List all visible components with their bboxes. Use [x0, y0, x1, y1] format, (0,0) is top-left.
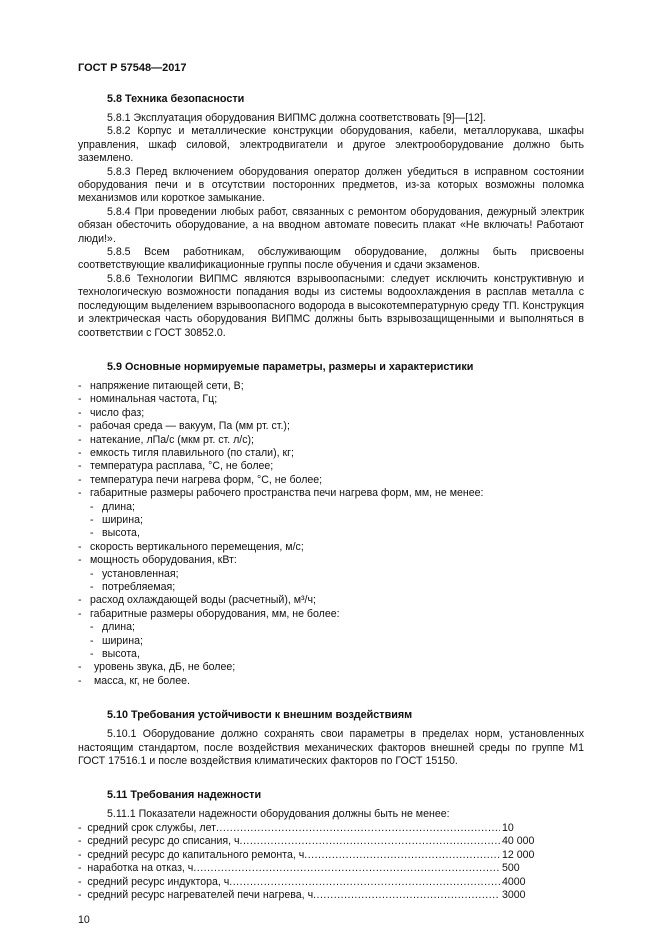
paragraph: 5.8.4 При проведении любых работ, связанных с ремонтом оборудования, дежурный электрик обязан обесточить оборудование, а на вводном автомате повесить плакат «Не включать! Работают люди!».	[78, 205, 584, 245]
list-subitem: - установленная;	[90, 567, 179, 580]
list-subitem: - высота,	[90, 527, 140, 540]
list-item: - рабочая среда — вакуум, Па (мм рт. ст.);	[78, 420, 290, 433]
page-column	[78, 0, 584, 928]
page-number: 10	[78, 914, 90, 927]
reliability-row: - средний ресурс нагревателей печи нагрева, ч ..... 3000	[78, 889, 548, 902]
list-item: - напряжение питающей сети, В;	[78, 379, 244, 392]
section-5-8	[78, 92, 584, 340]
list-item: - температура расплава, °С, не более;	[78, 460, 274, 473]
reliability-row: - средний ресурс до списания, ч ..... 40 000	[78, 835, 548, 848]
list-item: - скорость вертикального перемещения, м/с;	[78, 540, 304, 553]
list-item: - номинальная частота, Гц;	[78, 393, 218, 406]
list-subitem: - ширина;	[90, 634, 143, 647]
reliability-row: - наработка на отказ, ч ..... 500	[78, 862, 548, 875]
list-item: - натекание, лПа/с (мкм рт. ст. л/с);	[78, 433, 254, 446]
list-item: - расход охлаждающей воды (расчетный), м³/ч;	[78, 594, 316, 607]
list-subitem: - длина;	[90, 500, 135, 513]
section-heading: 5.11 Требования надежности	[107, 789, 262, 802]
paragraph: 5.8.6 Технологии ВИПМС являются взрывоопасными: следует исключить конструктивную и технологическую возможности попадания воды из системы водоохлаждения в расплав металла с последующим выделением взрывоопасного водорода в высокотемпературную среду ТП. Конструкция и электрическая часть оборудования ВИПМС должны быть взрывозащищенными и выполняться в соответствии с ГОСТ 30852.0.	[78, 272, 584, 339]
list-item: - емкость тигля плавильного (по стали), кг;	[78, 446, 294, 459]
parameter-list	[78, 380, 584, 688]
section-heading: 5.10 Требования устойчивости к внешним воздействиям	[107, 709, 413, 722]
list-item: - масса, кг, не более.	[78, 674, 190, 687]
paragraph: 5.8.2 Корпус и металлические конструкции оборудования, кабели, металлорукава, шкафы управления, шкаф силовой, электродвигатели и другое электрооборудование должно быть заземлено.	[78, 125, 584, 165]
list-item: - число фаз;	[78, 406, 145, 419]
paragraph: 5.8.3 Перед включением оборудования оператор должен убедиться в исправном состоянии оборудования печи и в отсутствии посторонних предметов, из-за которых возможны поломка механизмов или короткое замыкание.	[78, 165, 584, 205]
list-item: - уровень звука, дБ, не более;	[78, 661, 236, 674]
section-heading: 5.9 Основные нормируемые параметры, размеры и характеристики	[107, 360, 474, 373]
paragraph: 5.8.5 Всем работникам, обслуживающим оборудование, должны быть присвоены соответствующие квалификационные группы после обучения и сдачи экзаменов.	[78, 246, 584, 272]
section-5-11	[78, 788, 584, 902]
paragraph: 5.8.1 Эксплуатация оборудования ВИПМС должна соответствовать [9]—[12].	[107, 112, 486, 124]
list-subitem: - потребляемая;	[90, 581, 176, 593]
section-5-9	[78, 360, 584, 688]
section-heading: 5.8 Техника безопасности	[107, 93, 245, 105]
document-header: ГОСТ Р 57548—2017	[78, 62, 187, 74]
list-item: - температура печи нагрева форм, °С, не более;	[78, 473, 323, 486]
list-item: - габаритные размеры рабочего пространства печи нагрева форм, мм, не менее:	[78, 487, 484, 500]
reliability-row: - средний срок службы, лет ..... 10	[78, 822, 548, 835]
list-item: - габаритные размеры оборудования, мм, не более:	[78, 607, 340, 620]
paragraph: 5.11.1 Показатели надежности оборудования должны быть не менее:	[107, 808, 450, 821]
list-subitem: - ширина;	[90, 513, 143, 526]
list-subitem: - высота,	[90, 648, 140, 661]
section-5-10	[78, 708, 584, 768]
reliability-row: - средний ресурс индуктора, ч ..... 4000	[78, 876, 548, 889]
list-subitem: - длина;	[90, 621, 135, 634]
reliability-row: - средний ресурс до капитального ремонта, ч ..... 12 000	[78, 849, 548, 862]
paragraph: 5.10.1 Оборудование должно сохранять свои параметры в пределах норм, установленных настоящим стандартом, после воздействия механических факторов внешней среды по группе М1 ГОСТ 17516.1 и после воздействия климатических факторов по ГОСТ 15150.	[78, 728, 584, 768]
list-item: - мощность оборудования, кВт:	[78, 554, 237, 567]
